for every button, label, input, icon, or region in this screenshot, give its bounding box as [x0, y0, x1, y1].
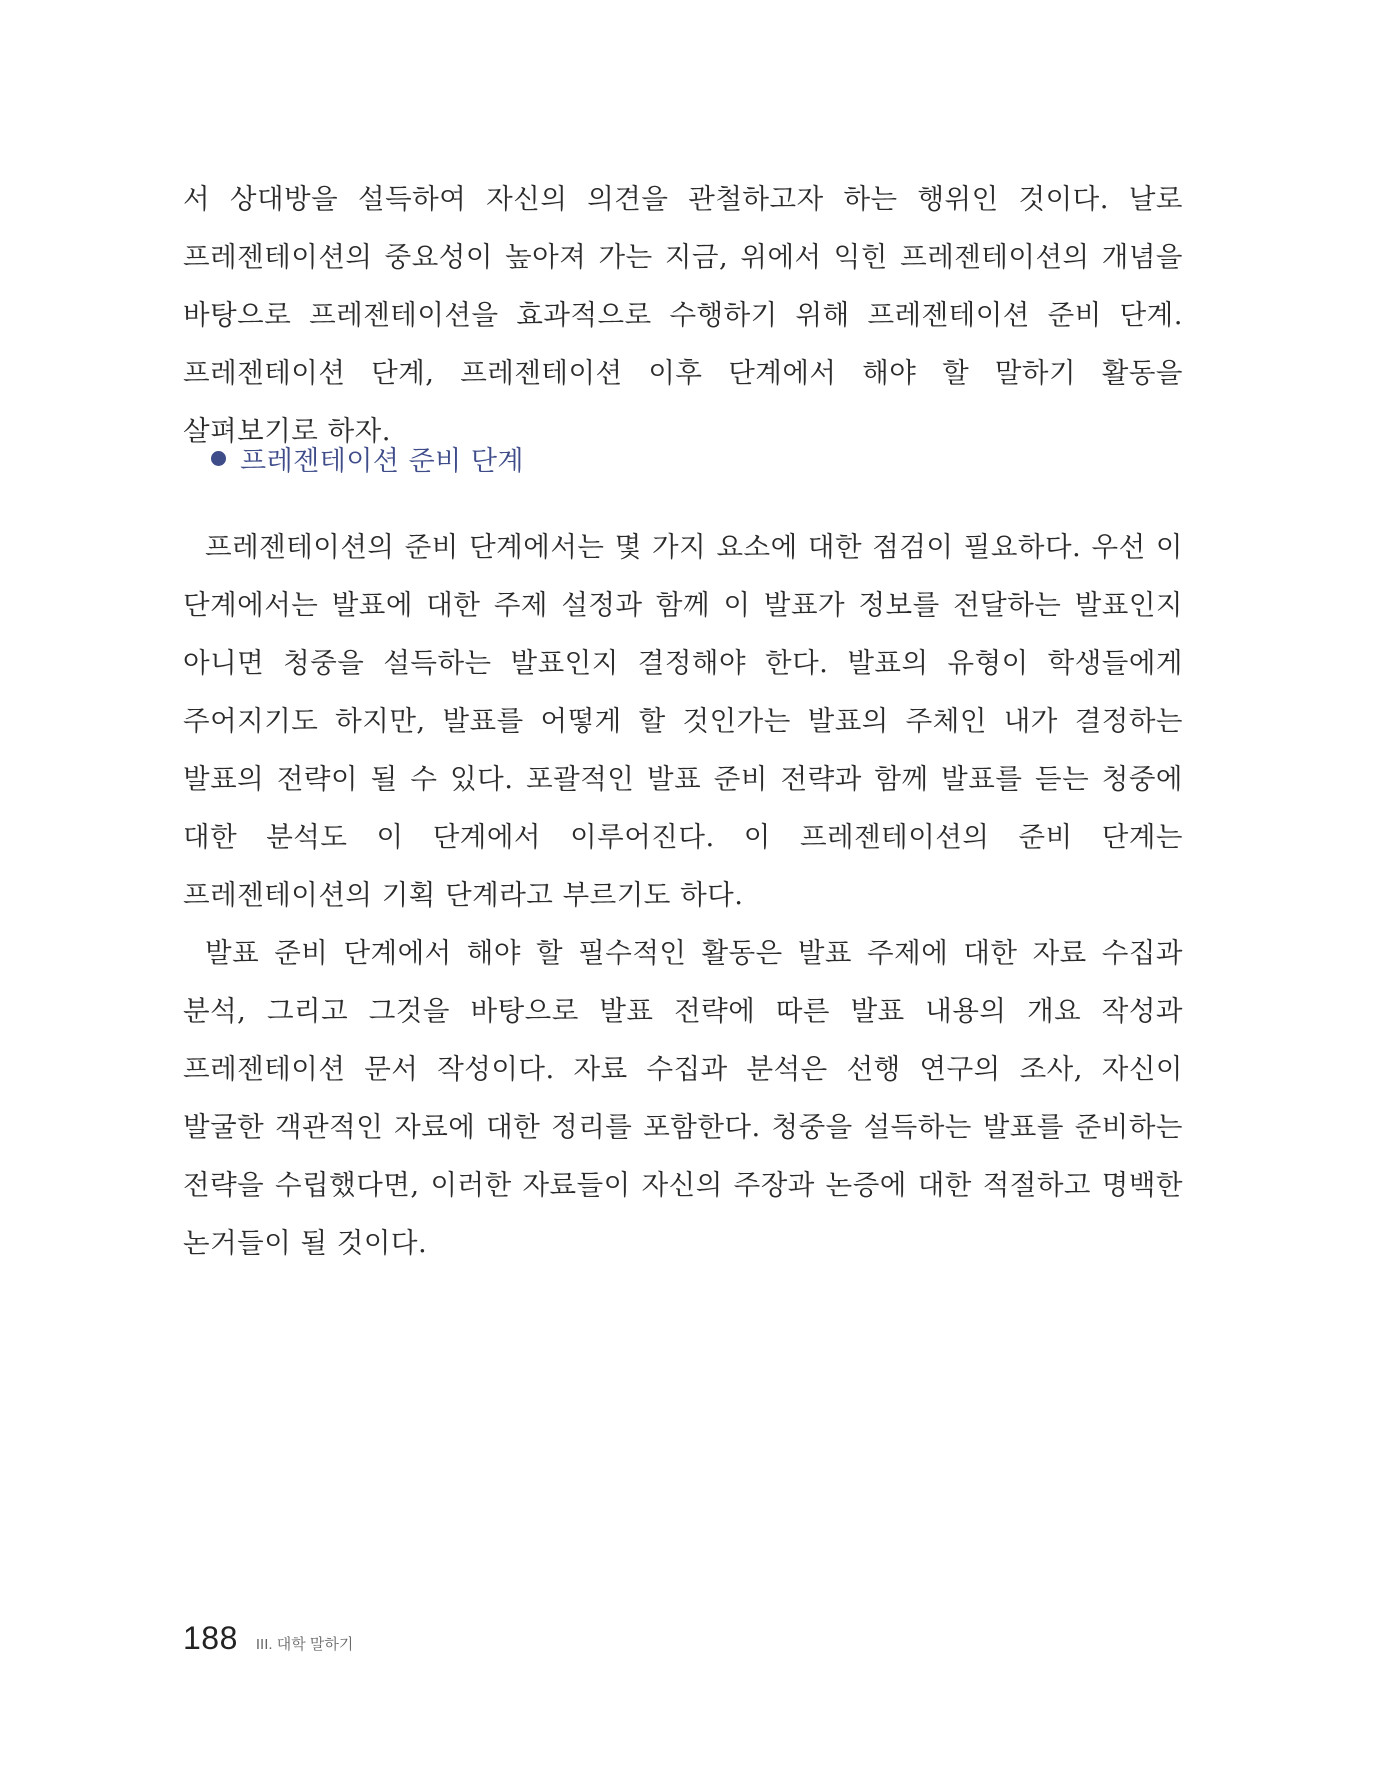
body-paragraph: 프레젠테이션의 준비 단계에서는 몇 가지 요소에 대한 점검이 필요하다. 우선 이 단계에서는 발표에 대한 주제 설정과 함께 이 발표가 정보를 전달하는 발표인지 아니면 청중을 설득하는 발표인지 결정해야 한다. 발표의 유형이 학생들에게 주어지기도 하지만, 발표를 어떻게 할 것인가는 발표의 주체인 내가 결정하는 발표의 전략이 될 수 있다. 포괄적인 발표 준비 전략과 함께 발표를 듣는 청중에 대한 분석도 이 단계에서 이루어진다. 이 프레젠테이션의 준비 단계는 프레젠테이션의 기획 단계라고 부르기도 하다.: [183, 530, 1183, 911]
body-paragraph: 발표 준비 단계에서 해야 할 필수적인 활동은 발표 주제에 대한 자료 수집과 분석, 그리고 그것을 바탕으로 발표 전략에 따른 발표 내용의 개요 작성과 프레젠테이션 문서 작성이다. 자료 수집과 분석은 선행 연구의 조사, 자신이 발굴한 객관적인 자료에 대한 정리를 포함한다. 청중을 설득하는 발표를 준비하는 전략을 수립했다면, 이러한 자료들이 자신의 주장과 논증에 대한 적절하고 명백한 논거들이 될 것이다.: [183, 936, 1183, 1259]
section-heading-text: 프레젠테이션 준비 단계: [240, 445, 524, 477]
page-number: 188: [183, 1620, 238, 1656]
intro-paragraph: 서 상대방을 설득하여 자신의 의견을 관철하고자 하는 행위인 것이다. 날로 프레젠테이션의 중요성이 높아져 가는 지금, 위에서 익힌 프레젠테이션의 개념을 바탕으로 프레젠테이션을 효과적으로 수행하기 위해 프레젠테이션 준비 단계. 프레젠테이션 단계, 프레젠테이션 이후 단계에서 해야 할 말하기 활동을 살펴보기로 하자.: [183, 182, 1183, 447]
page-footer: [183, 1620, 353, 1666]
bullet-icon: [211, 451, 226, 466]
section-heading: [211, 438, 524, 478]
running-header: III. 대학 말하기: [255, 1636, 354, 1653]
